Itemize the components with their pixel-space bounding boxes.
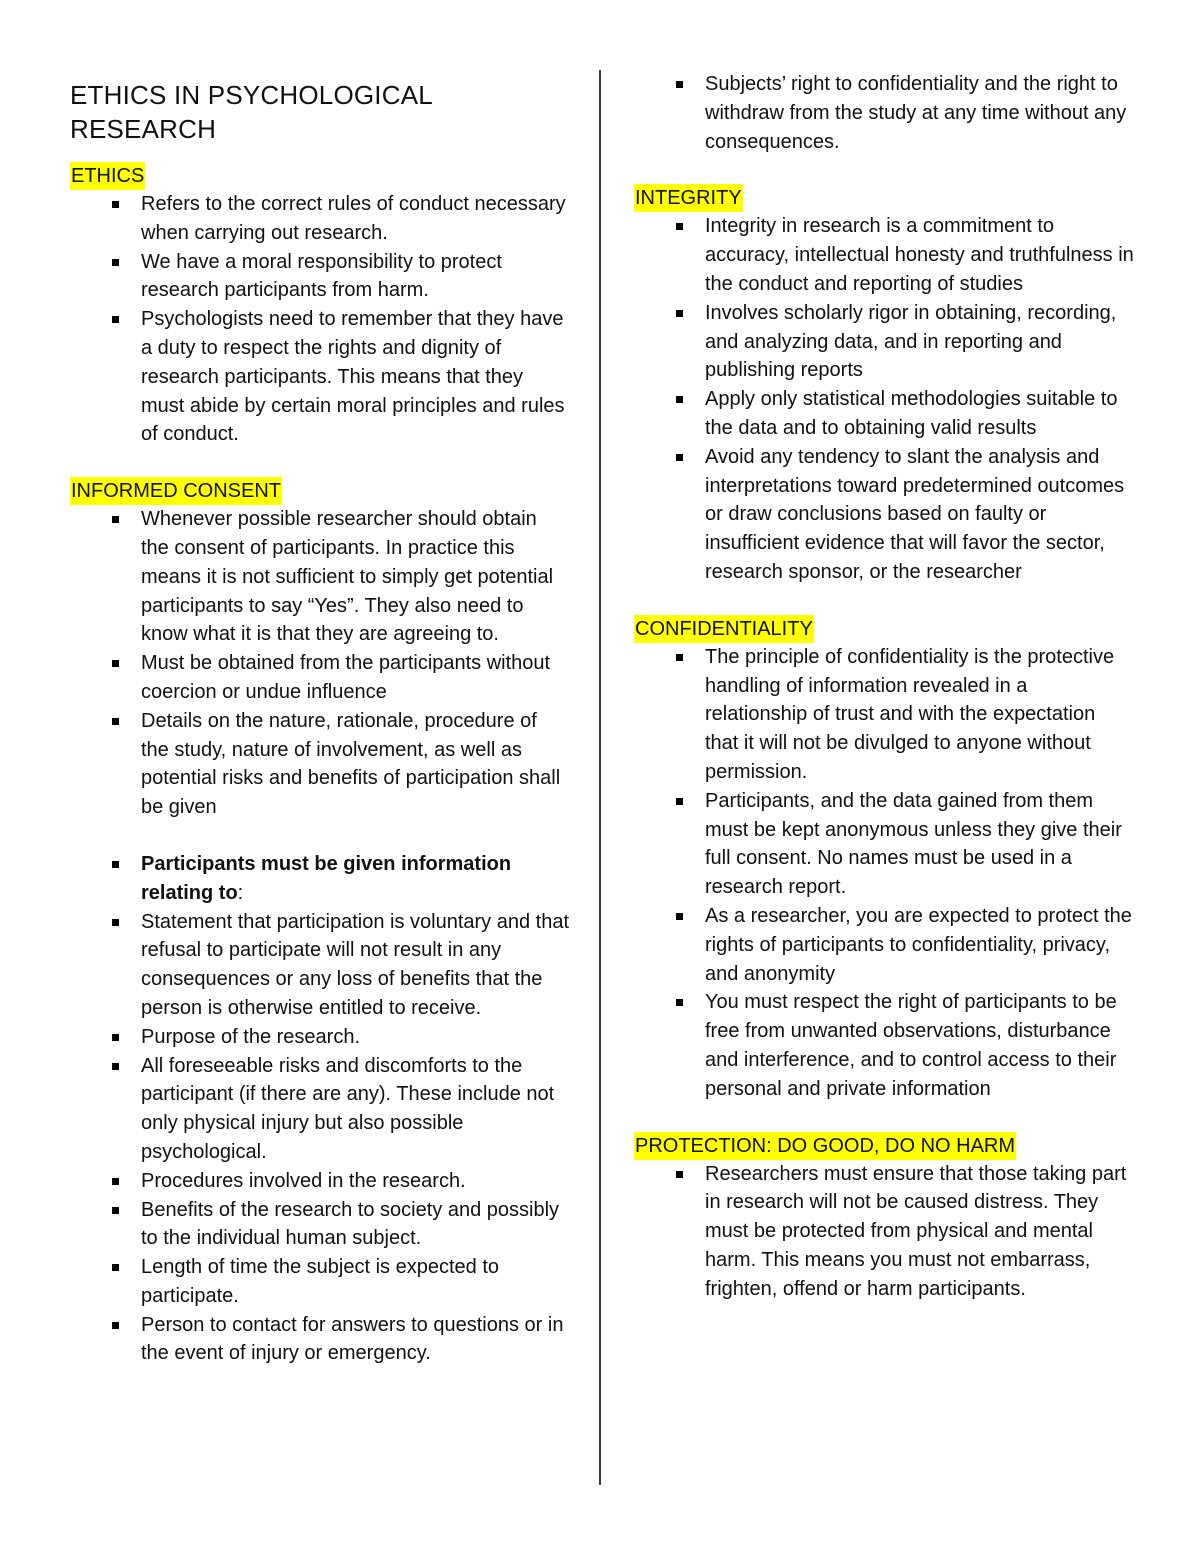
list-item: Involves scholarly rigor in obtaining, recording, and analyzing data, and in reporting and publishing reports (634, 299, 1134, 385)
bullet-icon (112, 1034, 119, 1041)
list-item: Purpose of the research. (70, 1023, 570, 1052)
bullet-icon (676, 396, 683, 403)
heading-integrity: INTEGRITY (634, 184, 743, 212)
list-item: We have a moral responsibility to protect research participants from harm. (70, 248, 570, 306)
list-item: Participants, and the data gained from them must be kept anonymous unless they give their full consent. No names must be used in a research report. (634, 787, 1134, 902)
section-confidentiality (634, 615, 1134, 1104)
continued-list (634, 70, 1134, 156)
heading-protection: PROTECTION: DO GOOD, DO NO HARM (634, 1132, 1016, 1160)
bullet-icon (676, 223, 683, 230)
integrity-list (634, 212, 1134, 586)
bullet-icon (676, 798, 683, 805)
informed-consent-list (70, 505, 570, 822)
heading-ethics: ETHICS (70, 162, 145, 190)
protection-list (634, 1160, 1134, 1304)
list-item: Refers to the correct rules of conduct necessary when carrying out research. (70, 190, 570, 248)
list-item: Must be obtained from the participants without coercion or undue influence (70, 649, 570, 707)
document-title: ETHICS IN PSYCHOLOGICAL RESEARCH (70, 80, 432, 144)
list-item: Person to contact for answers to questions or in the event of injury or emergency. (70, 1311, 570, 1369)
bullet-icon (676, 654, 683, 661)
list-item: Whenever possible researcher should obtain the consent of participants. In practice this means it is not sufficient to simply get potential participants to say “Yes”. They also need to know what it is that they are agreeing to. (70, 505, 570, 649)
confidentiality-list (634, 643, 1134, 1104)
bullet-icon (112, 1322, 119, 1329)
list-item: You must respect the right of participants to be free from unwanted observations, disturbance and interference, and to control access to their personal and private information (634, 988, 1134, 1103)
list-item: Psychologists need to remember that they have a duty to respect the rights and dignity of research participants. This means that they must abide by certain moral principles and rules of conduct. (70, 305, 570, 449)
bullet-icon (112, 718, 119, 725)
list-item: Apply only statistical methodologies suitable to the data and to obtaining valid results (634, 385, 1134, 443)
list-item: Integrity in research is a commitment to accuracy, intellectual honesty and truthfulness in the conduct and reporting of studies (634, 212, 1134, 298)
list-item: Researchers must ensure that those taking part in research will not be caused distress. They must be protected from physical and mental harm. This means you must not embarrass, frighten, offend or harm participants. (634, 1160, 1134, 1304)
list-item: Details on the nature, rationale, procedure of the study, nature of involvement, as well as potential risks and benefits of participation shall be given (70, 707, 570, 822)
section-protection (634, 1132, 1134, 1304)
spacer (70, 822, 570, 850)
ethics-list (70, 190, 570, 449)
left-column (70, 70, 570, 1396)
bullet-icon (112, 516, 119, 523)
heading-confidentiality: CONFIDENTIALITY (634, 615, 814, 643)
bullet-icon (676, 454, 683, 461)
bullet-icon (676, 999, 683, 1006)
section-integrity (634, 184, 1134, 586)
list-item: Benefits of the research to society and possibly to the individual human subject. (70, 1196, 570, 1254)
section-informed-consent (70, 477, 570, 1368)
bullet-icon (112, 1063, 119, 1070)
bullet-icon (676, 1171, 683, 1178)
bullet-icon (112, 1264, 119, 1271)
column-divider (599, 70, 601, 1485)
list-item: Avoid any tendency to slant the analysis and interpretations toward predetermined outcomes or draw conclusions based on faulty or insufficient evidence that will favor the sector, research sponsor, or the researcher (634, 443, 1134, 587)
information-list (70, 850, 570, 1368)
bullet-icon (112, 316, 119, 323)
list-item-info-heading: Participants must be given information relating to: (70, 850, 570, 908)
section-ethics (70, 162, 570, 449)
section-continued (634, 70, 1134, 156)
bullet-icon (676, 310, 683, 317)
bullet-icon (676, 81, 683, 88)
bullet-icon (112, 861, 119, 868)
bullet-icon (676, 913, 683, 920)
list-item: Subjects’ right to confidentiality and the right to withdraw from the study at any time without any consequences. (634, 70, 1134, 156)
heading-informed-consent: INFORMED CONSENT (70, 477, 282, 505)
bullet-icon (112, 259, 119, 266)
list-item: Procedures involved in the research. (70, 1167, 570, 1196)
bullet-icon (112, 1178, 119, 1185)
bullet-icon (112, 919, 119, 926)
bullet-icon (112, 660, 119, 667)
list-item: The principle of confidentiality is the protective handling of information revealed in a relationship of trust and with the expectation that it will not be divulged to anyone without permission. (634, 643, 1134, 787)
list-item: As a researcher, you are expected to protect the rights of participants to confidentiality, privacy, and anonymity (634, 902, 1134, 988)
list-item: All foreseeable risks and discomforts to the participant (if there are any). These include not only physical injury but also possible psychological. (70, 1052, 570, 1167)
right-column (634, 70, 1134, 1331)
bullet-icon (112, 1207, 119, 1214)
list-item: Statement that participation is voluntary and that refusal to participate will not result in any consequences or any loss of benefits that the person is otherwise entitled to receive. (70, 908, 570, 1023)
bullet-icon (112, 201, 119, 208)
list-item: Length of time the subject is expected to participate. (70, 1253, 570, 1311)
